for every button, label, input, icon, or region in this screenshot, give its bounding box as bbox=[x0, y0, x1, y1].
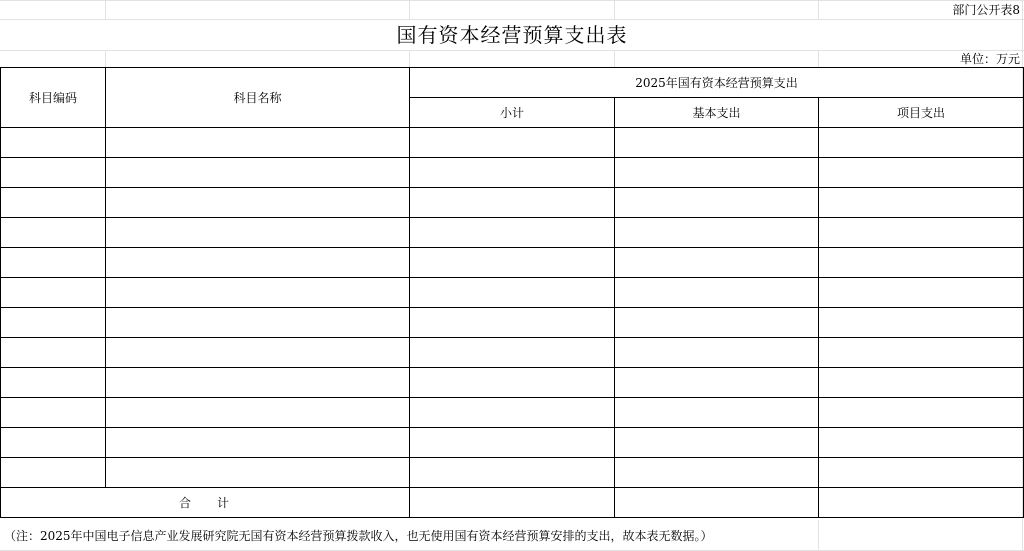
total-project[interactable] bbox=[819, 488, 1024, 518]
cell-project[interactable] bbox=[819, 338, 1024, 368]
cell-basic[interactable] bbox=[615, 188, 819, 218]
gridline bbox=[105, 50, 106, 67]
footnote: （注：2025年中国电子信息产业发展研究院无国有资本经营预算拨款收入，也无使用国有资本经营预算安排的支出，故本表无数据。） bbox=[4, 529, 713, 543]
table-row bbox=[1, 278, 1024, 308]
cell-project[interactable] bbox=[819, 248, 1024, 278]
cell-project[interactable] bbox=[819, 428, 1024, 458]
header-group: 2025年国有资本经营预算支出 bbox=[410, 68, 1024, 98]
cell-basic[interactable] bbox=[615, 158, 819, 188]
total-label-left: 合 bbox=[178, 496, 193, 510]
table-row bbox=[1, 368, 1024, 398]
header-project: 项目支出 bbox=[819, 98, 1024, 128]
cell-code[interactable] bbox=[1, 458, 106, 488]
cell-code[interactable] bbox=[1, 128, 106, 158]
cell-basic[interactable] bbox=[615, 458, 819, 488]
cell-basic[interactable] bbox=[615, 308, 819, 338]
cell-name[interactable] bbox=[106, 218, 410, 248]
cell-name[interactable] bbox=[106, 368, 410, 398]
cell-code[interactable] bbox=[1, 428, 106, 458]
unit-label: 单位：万元 bbox=[959, 52, 1020, 66]
cell-basic[interactable] bbox=[615, 128, 819, 158]
table-row bbox=[1, 428, 1024, 458]
cell-name[interactable] bbox=[106, 428, 410, 458]
cell-subtotal[interactable] bbox=[410, 458, 615, 488]
gridline bbox=[614, 0, 615, 20]
table-row bbox=[1, 218, 1024, 248]
cell-project[interactable] bbox=[819, 458, 1024, 488]
cell-subtotal[interactable] bbox=[410, 428, 615, 458]
header-subject-name: 科目名称 bbox=[106, 68, 410, 128]
cell-basic[interactable] bbox=[615, 398, 819, 428]
cell-name[interactable] bbox=[106, 188, 410, 218]
table-row bbox=[1, 458, 1024, 488]
cell-project[interactable] bbox=[819, 218, 1024, 248]
gridline bbox=[409, 50, 410, 67]
total-basic[interactable] bbox=[615, 488, 819, 518]
gridline bbox=[614, 50, 615, 67]
cell-name[interactable] bbox=[106, 248, 410, 278]
total-row bbox=[1, 488, 1024, 518]
cell-name[interactable] bbox=[106, 308, 410, 338]
cell-basic[interactable] bbox=[615, 368, 819, 398]
cell-project[interactable] bbox=[819, 398, 1024, 428]
total-subtotal[interactable] bbox=[410, 488, 615, 518]
header-subtotal: 小计 bbox=[410, 98, 615, 128]
gridline bbox=[0, 50, 1024, 51]
cell-name[interactable] bbox=[106, 278, 410, 308]
page-title: 国有资本经营预算支出表 bbox=[396, 23, 628, 47]
cell-subtotal[interactable] bbox=[410, 398, 615, 428]
cell-code[interactable] bbox=[1, 218, 106, 248]
cell-name[interactable] bbox=[106, 128, 410, 158]
sheet-code: 部门公开表8 bbox=[952, 3, 1020, 17]
gridline bbox=[105, 0, 106, 20]
gridline bbox=[818, 50, 819, 67]
cell-project[interactable] bbox=[819, 368, 1024, 398]
cell-code[interactable] bbox=[1, 248, 106, 278]
table-row bbox=[1, 248, 1024, 278]
header-subject-code: 科目编码 bbox=[1, 68, 106, 128]
cell-code[interactable] bbox=[1, 158, 106, 188]
table-row bbox=[1, 128, 1024, 158]
table-row bbox=[1, 188, 1024, 218]
cell-subtotal[interactable] bbox=[410, 368, 615, 398]
cell-code[interactable] bbox=[1, 188, 106, 218]
cell-project[interactable] bbox=[819, 278, 1024, 308]
cell-basic[interactable] bbox=[615, 218, 819, 248]
total-label bbox=[1, 488, 410, 518]
gridline bbox=[409, 0, 410, 20]
cell-project[interactable] bbox=[819, 128, 1024, 158]
cell-name[interactable] bbox=[106, 158, 410, 188]
table-row bbox=[1, 158, 1024, 188]
header-basic: 基本支出 bbox=[615, 98, 819, 128]
table-row bbox=[1, 308, 1024, 338]
cell-project[interactable] bbox=[819, 158, 1024, 188]
cell-project[interactable] bbox=[819, 308, 1024, 338]
gridline bbox=[818, 520, 819, 551]
cell-basic[interactable] bbox=[615, 338, 819, 368]
table-row bbox=[1, 338, 1024, 368]
cell-name[interactable] bbox=[106, 338, 410, 368]
budget-table bbox=[0, 67, 1024, 518]
cell-subtotal[interactable] bbox=[410, 278, 615, 308]
gridline bbox=[818, 0, 819, 20]
cell-name[interactable] bbox=[106, 398, 410, 428]
cell-subtotal[interactable] bbox=[410, 248, 615, 278]
cell-code[interactable] bbox=[1, 278, 106, 308]
cell-code[interactable] bbox=[1, 368, 106, 398]
cell-subtotal[interactable] bbox=[410, 308, 615, 338]
cell-basic[interactable] bbox=[615, 248, 819, 278]
table-row bbox=[1, 398, 1024, 428]
total-label-right: 计 bbox=[217, 496, 232, 510]
cell-name[interactable] bbox=[106, 458, 410, 488]
header-row bbox=[1, 68, 1024, 98]
cell-subtotal[interactable] bbox=[410, 128, 615, 158]
cell-subtotal[interactable] bbox=[410, 338, 615, 368]
cell-subtotal[interactable] bbox=[410, 188, 615, 218]
cell-project[interactable] bbox=[819, 188, 1024, 218]
cell-code[interactable] bbox=[1, 338, 106, 368]
cell-subtotal[interactable] bbox=[410, 218, 615, 248]
cell-code[interactable] bbox=[1, 308, 106, 338]
cell-basic[interactable] bbox=[615, 278, 819, 308]
cell-code[interactable] bbox=[1, 398, 106, 428]
gridline bbox=[0, 0, 1024, 1]
cell-basic[interactable] bbox=[615, 428, 819, 458]
cell-subtotal[interactable] bbox=[410, 158, 615, 188]
